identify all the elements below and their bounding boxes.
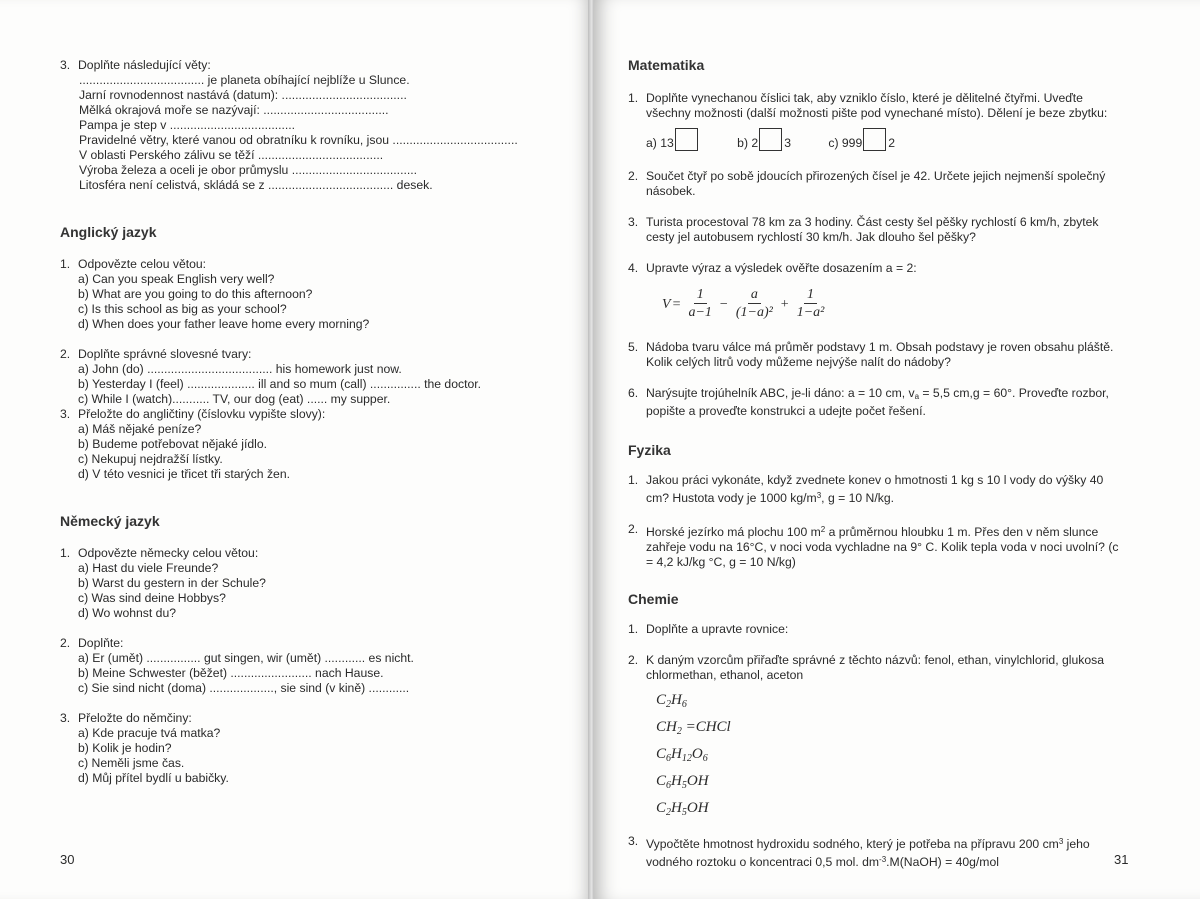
fraction-3-numerator: 1 xyxy=(804,286,817,304)
formula-equals: = xyxy=(672,296,681,312)
left-page-content xyxy=(60,58,540,786)
fill-in-line: V oblasti Perského zálivu se těží ..................................... xyxy=(79,148,384,162)
question-text: Nádoba tvaru válce má průměr podstavy 1 m. Obsah podstavy je roven obsahu pláště. Kolik celých litrů vody můžeme nejvýše nalít do nádoby? xyxy=(646,340,1114,369)
english-question-1 xyxy=(60,257,540,332)
math-question-6 xyxy=(628,386,1128,419)
question-title: Přeložte do angličtiny (číslovku vypište slovy): xyxy=(78,407,326,421)
digit-answer-box-b[interactable] xyxy=(759,128,782,151)
question-number: 3. xyxy=(60,711,71,725)
chemical-formula: $CH_2$ =CHCl xyxy=(656,719,731,737)
question-line: b) Meine Schwester (běžet) ........................ nach Hause. xyxy=(78,666,384,680)
page-number-right: 31 xyxy=(1114,852,1129,867)
fill-in-line: Pampa je step v ..................................... xyxy=(79,118,296,132)
question-line: b) Warst du gestern in der Schule? xyxy=(78,576,266,590)
superscript: 3 xyxy=(1058,837,1064,846)
question-number: 1. xyxy=(628,473,639,487)
chemical-formula: $C_6H_5OH$ xyxy=(656,773,709,791)
question-line: b) What are you going to do this afternoon? xyxy=(78,287,313,301)
question-line: c) While I (watch)........... TV, our dog (eat) ...... my supper. xyxy=(78,392,391,406)
question-number: 2. xyxy=(628,653,639,667)
question-line: d) When does your father leave home every morning? xyxy=(78,317,370,331)
german-question-3 xyxy=(60,711,540,786)
question-text xyxy=(646,386,1128,419)
section-title-physics: Fyzika xyxy=(628,442,671,458)
math-question-3 xyxy=(628,215,1128,245)
fraction-1-numerator: 1 xyxy=(694,286,707,304)
question-title: Doplňte správné slovesné tvary: xyxy=(78,347,252,361)
german-question-1 xyxy=(60,546,540,621)
question-line: c) Was sind deine Hobbys? xyxy=(78,591,226,605)
chemical-formula: $C_2H_5OH$ xyxy=(656,800,709,818)
question-number: 2. xyxy=(60,347,71,361)
fill-in-line: Jarní rovnodennost nastává (datum): ..................................... xyxy=(79,88,407,102)
fraction-1 xyxy=(685,286,714,322)
question-number: 1. xyxy=(628,622,639,636)
fraction-2-denominator: (1−a)² xyxy=(735,305,773,320)
option-c-suffix: 2 xyxy=(888,136,896,150)
page-number-left: 30 xyxy=(60,852,75,867)
option-c xyxy=(828,128,895,151)
math-question-2 xyxy=(628,169,1128,199)
right-page-content xyxy=(628,56,1128,870)
question-text: Doplňte a upravte rovnice: xyxy=(646,622,789,636)
math-question-1 xyxy=(628,91,1128,151)
option-b xyxy=(737,128,791,151)
question-line: c) Is this school as big as your school? xyxy=(78,302,287,316)
superscript: 3 xyxy=(816,491,822,500)
fraction-2 xyxy=(733,286,776,322)
question-text-part: , g = 10 N/kg. xyxy=(821,491,894,505)
question-line: a) Máš nějaké peníze? xyxy=(78,422,202,436)
answer-options xyxy=(646,128,1128,151)
fill-in-line: Litosféra není celistvá, skládá se z ..................................... desek. xyxy=(79,178,433,192)
section-title-chemistry: Chemie xyxy=(628,591,679,607)
formula-lhs: V xyxy=(662,296,671,312)
question-line: a) Hast du viele Freunde? xyxy=(78,561,219,575)
question-text-part: a průměrnou hloubku 1 m. Přes den v něm slunce zahřeje vodu na 16°C, v noci voda vychladne na 9° C. Kolik tepla voda v noci uvolní? (c = 4,2 kJ/kg °C, g = 10 N/kg) xyxy=(646,525,1119,569)
question-line: a) John (do) ..................................... his homework just now. xyxy=(78,362,402,376)
physics-question-2 xyxy=(628,522,1128,570)
question-text-part: Vypočtěte hmotnost hydroxidu sodného, který je potřeba na přípravu 200 cm xyxy=(646,837,1059,851)
question-line: b) Yesterday I (feel) .................... ill and so mum (call) ............... the doctor. xyxy=(78,377,482,391)
question-number: 6. xyxy=(628,386,639,400)
question-line: d) Můj přítel bydlí u babičky. xyxy=(78,771,229,785)
question-line: b) Kolik je hodin? xyxy=(78,741,172,755)
question-number: 1. xyxy=(60,257,71,271)
chemistry-question-3 xyxy=(628,834,1128,870)
question-number: 4. xyxy=(628,261,639,275)
question-title: Přeložte do němčiny: xyxy=(78,711,192,725)
physics-question-1 xyxy=(628,473,1128,506)
question-text-part: Narýsujte trojúhelník ABC, je-li dáno: a = 10 cm, v xyxy=(646,386,915,400)
question-number: 3. xyxy=(60,407,71,421)
question-line: d) Wo wohnst du? xyxy=(78,606,177,620)
question-number: 2. xyxy=(628,522,639,536)
german-question-2 xyxy=(60,636,540,696)
section-title-english: Anglický jazyk xyxy=(60,224,157,240)
question-text-part: Jakou práci vykonáte, když zvednete konev o hmotnosti 1 kg s 10 l vody do výšky 40 cm? Hustota vody je 1000 kg/m xyxy=(646,473,1104,505)
math-question-4 xyxy=(628,261,1128,322)
question-number: 2. xyxy=(628,169,639,183)
question-text-part: .M(NaOH) = 40g/mol xyxy=(886,855,999,869)
question-number: 1. xyxy=(60,546,71,560)
question-line: b) Budeme potřebovat nějaké jídlo. xyxy=(78,437,268,451)
chemical-formula-list xyxy=(628,689,1128,824)
question-line: c) Sie sind nicht (doma) ..................., sie sind (v kině) ............ xyxy=(78,681,410,695)
question-text: Součet čtyř po sobě jdoucích přirozených čísel je 42. Určete jejich nejmenší společný násobek. xyxy=(646,169,1106,198)
question-text-part: Horské jezírko má plochu 100 m xyxy=(646,525,821,539)
question-line: a) Er (umět) ................ gut singen, wir (umět) ............ es nicht. xyxy=(78,651,414,665)
subscript: a xyxy=(914,392,920,401)
chemistry-question-2 xyxy=(628,653,1128,683)
fill-in-line: ..................................... je planeta obíhající nejblíže u Slunce. xyxy=(79,73,410,87)
question-text: Upravte výraz a výsledek ověřte dosazením a = 2: xyxy=(646,261,917,275)
fraction-3 xyxy=(794,286,828,322)
question-line: d) V této vesnici je třicet tři starých žen. xyxy=(78,467,291,481)
superscript: -3 xyxy=(879,855,887,864)
fraction-3-denominator: 1−a² xyxy=(796,305,825,320)
question-line: c) Neměli jsme čas. xyxy=(78,756,185,770)
question-number: 2. xyxy=(60,636,71,650)
math-formula xyxy=(646,286,1128,322)
question-text xyxy=(646,522,1128,570)
question-text-part: = 5,5 cm,g = 60°. Proveďte rozbor, popište a proveďte konstrukci a udejte počet řešení. xyxy=(646,386,1109,418)
fill-in-line: Pravidelné větry, které vanou od obratníku k rovníku, jsou ..................................... xyxy=(79,133,518,147)
superscript: 2 xyxy=(820,525,826,534)
chemical-formula: $C_2H_6$ xyxy=(656,692,687,710)
question-text: Doplňte vynechanou číslici tak, aby vzniklo číslo, které je dělitelné čtyřmi. Uveďte všechny možnosti (další možnosti pište pod vynechané místo). Dělení je beze zbytku: xyxy=(646,91,1108,120)
question-text: K daným vzorcům přiřaďte správné z těchto názvů: fenol, ethan, vinylchlorid, glukosa chlormethan, ethanol, aceton xyxy=(646,653,1104,682)
option-b-prefix: b) 2 xyxy=(737,136,759,150)
digit-answer-box-a[interactable] xyxy=(675,128,698,151)
question-text: Turista procestoval 78 km za 3 hodiny. Část cesty šel pěšky rychlostí 6 km/h, zbytek cesty jel autobusem rychlostí 30 km/h. Jak dlouho šel pěšky? xyxy=(646,215,1099,244)
section-title-math: Matematika xyxy=(628,57,705,73)
fraction-2-numerator: a xyxy=(748,286,761,304)
question-number: 3. xyxy=(628,215,639,229)
section-title-german: Německý jazyk xyxy=(60,513,160,529)
question-number: 3. xyxy=(628,834,639,848)
option-c-prefix: c) 999 xyxy=(828,136,863,150)
question-number: 3. xyxy=(60,58,71,72)
formula-plus: + xyxy=(780,296,789,312)
left-page xyxy=(0,0,590,899)
question-line: c) Nekupuj nejdražší lístky. xyxy=(78,452,223,466)
question-number: 5. xyxy=(628,340,639,354)
question-title: Doplňte: xyxy=(78,636,124,650)
question-line: a) Kde pracuje tvá matka? xyxy=(78,726,221,740)
option-b-suffix: 3 xyxy=(784,136,791,150)
question-title: Odpovězte německy celou větou: xyxy=(78,546,259,560)
chemistry-question-1 xyxy=(628,622,1128,637)
question-title: Doplňte následující věty: xyxy=(78,58,211,72)
fill-in-line: Výroba železa a oceli je obor průmyslu ..................................... xyxy=(79,163,417,177)
option-a-prefix: a) 13 xyxy=(646,136,674,150)
digit-answer-box-c[interactable] xyxy=(863,128,886,151)
geography-question-3 xyxy=(60,58,540,193)
question-title: Odpovězte celou větou: xyxy=(78,257,207,271)
math-question-5 xyxy=(628,340,1128,370)
formula-minus: − xyxy=(719,296,728,312)
fill-in-line: Mělká okrajová moře se nazývají: ..................................... xyxy=(79,103,389,117)
question-text xyxy=(646,473,1128,506)
question-text xyxy=(646,834,1128,870)
chemical-formula: $C_6H_{12}O_6$ xyxy=(656,746,708,764)
right-page xyxy=(594,0,1200,899)
question-line: a) Can you speak English very well? xyxy=(78,272,275,286)
english-question-3 xyxy=(60,407,540,482)
option-a xyxy=(646,128,700,151)
fraction-1-denominator: a−1 xyxy=(688,305,712,320)
question-text-part: jeho vodného roztoku o koncentraci 0,5 mol. dm xyxy=(646,837,1090,869)
question-number: 1. xyxy=(628,91,639,105)
english-question-2 xyxy=(60,347,540,407)
